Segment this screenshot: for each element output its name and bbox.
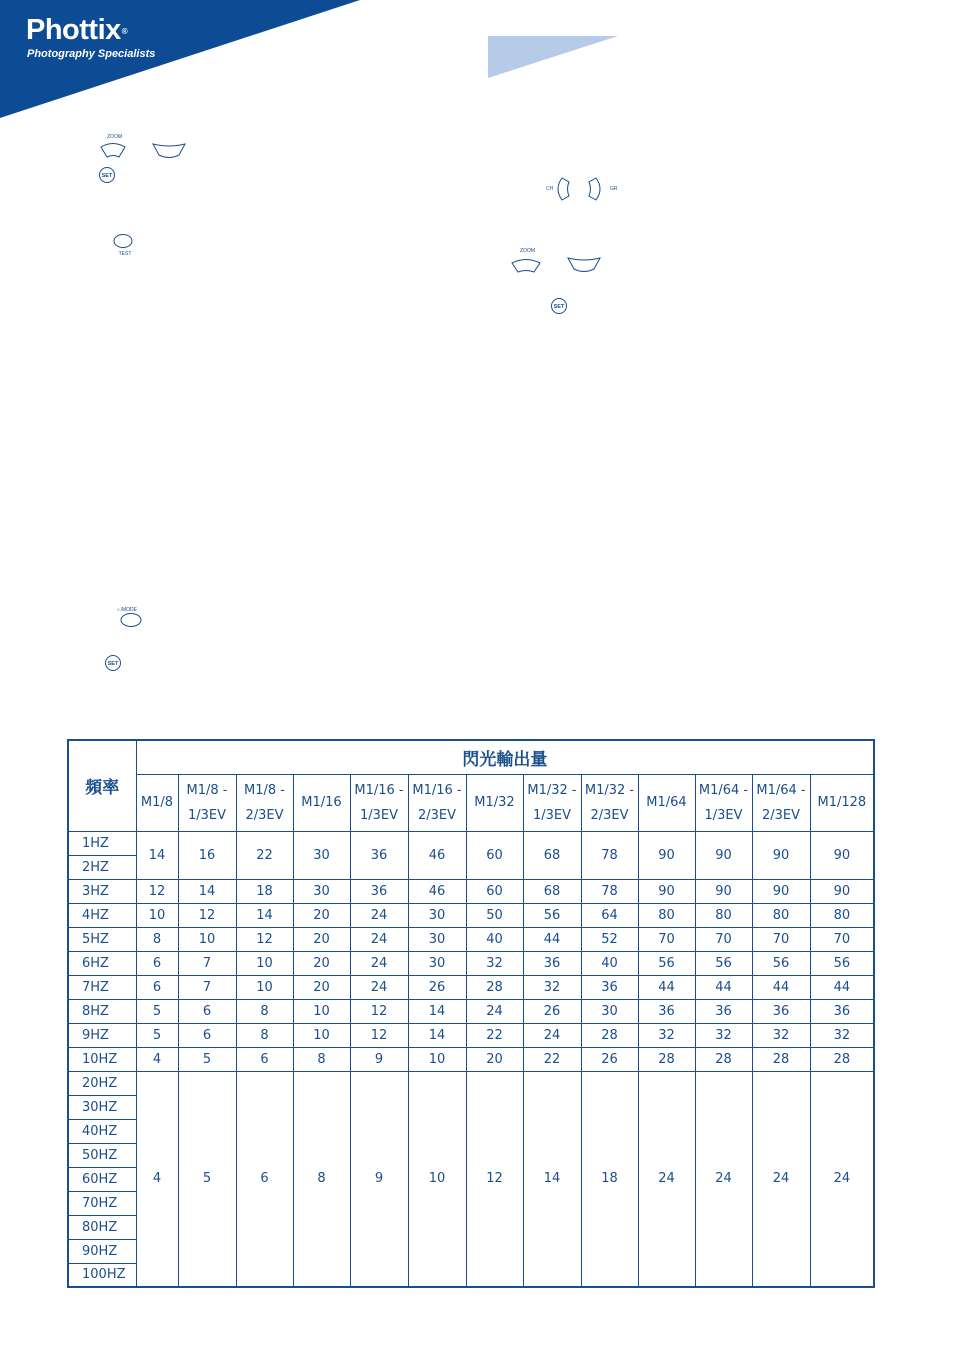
output-value-cell: 24: [350, 951, 408, 975]
table-row: [68, 903, 874, 927]
column-header: [178, 774, 236, 831]
output-value-cell: 14: [136, 831, 178, 879]
output-value-cell: 24: [638, 1071, 695, 1287]
test-button-icon[interactable]: [108, 232, 138, 258]
table-row: [68, 975, 874, 999]
output-value-cell: 6: [236, 1071, 293, 1287]
column-header: [752, 774, 810, 831]
column-header-line: M1/64: [646, 795, 687, 810]
column-header: [695, 774, 752, 831]
table-row: [68, 1071, 874, 1095]
column-header: [136, 774, 178, 831]
column-header-line: M1/16 -: [412, 782, 462, 798]
column-header-line: 1/3EV: [704, 807, 743, 823]
output-value-cell: 14: [178, 879, 236, 903]
output-value-cell: 68: [523, 831, 581, 879]
zoom-label: ZOOM: [520, 248, 535, 254]
output-value-cell: 78: [581, 879, 638, 903]
output-value-cell: 32: [752, 1023, 810, 1047]
zoom-right-icon: [568, 258, 600, 272]
output-value-cell: 36: [523, 951, 581, 975]
output-value-cell: 80: [638, 903, 695, 927]
column-header-line: M1/128: [817, 795, 867, 810]
column-header-line: M1/8 -: [244, 782, 285, 798]
zoom-left-icon: [101, 144, 125, 158]
output-value-cell: 8: [136, 927, 178, 951]
output-value-cell: 24: [695, 1071, 752, 1287]
output-value-cell: 20: [293, 927, 350, 951]
output-value-cell: 5: [178, 1047, 236, 1071]
output-value-cell: 7: [178, 951, 236, 975]
output-value-cell: 90: [695, 879, 752, 903]
output-value-cell: 24: [350, 927, 408, 951]
output-value-cell: 46: [408, 831, 466, 879]
output-value-cell: 26: [581, 1047, 638, 1071]
output-value-cell: 10: [136, 903, 178, 927]
output-value-cell: 10: [293, 1023, 350, 1047]
output-value-cell: 6: [178, 999, 236, 1023]
output-value-cell: 12: [236, 927, 293, 951]
frequency-cell: 8HZ: [68, 999, 136, 1023]
column-header-line: M1/64 -: [756, 782, 806, 798]
output-value-cell: 12: [136, 879, 178, 903]
frequency-cell: 70HZ: [68, 1191, 136, 1215]
frequency-cell: 3HZ: [68, 879, 136, 903]
output-value-cell: 10: [408, 1047, 466, 1071]
output-value-cell: 44: [638, 975, 695, 999]
table-row: [68, 927, 874, 951]
output-value-cell: 36: [581, 975, 638, 999]
frequency-cell: 10HZ: [68, 1047, 136, 1071]
output-value-cell: 44: [523, 927, 581, 951]
output-value-cell: 6: [136, 951, 178, 975]
output-value-cell: 28: [752, 1047, 810, 1071]
output-value-cell: 18: [236, 879, 293, 903]
column-header-line: 2/3EV: [245, 807, 284, 823]
output-value-cell: 90: [752, 831, 810, 879]
output-value-cell: 90: [752, 879, 810, 903]
column-header: [293, 774, 350, 831]
flash-output-table: [67, 739, 875, 1288]
output-value-cell: 30: [408, 927, 466, 951]
zoom-right-icon: [153, 144, 185, 158]
column-header-line: 1/3EV: [359, 807, 399, 823]
column-header-line: M1/32 -: [584, 782, 635, 798]
column-header-line: 1/3EV: [187, 807, 227, 823]
output-value-cell: 22: [466, 1023, 523, 1047]
output-value-cell: 14: [408, 999, 466, 1023]
output-value-cell: 9: [350, 1071, 408, 1287]
output-value-cell: 56: [523, 903, 581, 927]
frequency-cell: 9HZ: [68, 1023, 136, 1047]
frequency-cell: 4HZ: [68, 903, 136, 927]
output-value-cell: 32: [523, 975, 581, 999]
output-value-cell: 14: [523, 1071, 581, 1287]
zoom-left-icon: [512, 260, 540, 273]
output-value-cell: 44: [752, 975, 810, 999]
output-value-cell: 46: [408, 879, 466, 903]
output-value-cell: 28: [810, 1047, 874, 1071]
column-header-line: 2/3EV: [761, 807, 801, 823]
zoom-label: ZOOM: [107, 134, 122, 140]
output-value-cell: 28: [695, 1047, 752, 1071]
output-value-cell: 26: [523, 999, 581, 1023]
output-value-cell: 56: [810, 951, 874, 975]
frequency-cell: 100HZ: [68, 1263, 136, 1287]
frequency-cell: 5HZ: [68, 927, 136, 951]
output-value-cell: 24: [523, 1023, 581, 1047]
output-value-cell: 24: [466, 999, 523, 1023]
svg-text:SET: SET: [101, 173, 113, 179]
column-header-line: M1/16: [301, 795, 342, 810]
column-header-line: M1/8 -: [186, 782, 228, 798]
frequency-cell: 30HZ: [68, 1095, 136, 1119]
mode-button-icon[interactable]: [112, 603, 146, 629]
output-value-cell: 6: [236, 1047, 293, 1071]
output-value-cell: 28: [466, 975, 523, 999]
output-value-cell: 44: [810, 975, 874, 999]
frequency-cell: 50HZ: [68, 1143, 136, 1167]
output-value-cell: 16: [178, 831, 236, 879]
output-value-cell: 10: [236, 951, 293, 975]
output-value-cell: 70: [695, 927, 752, 951]
output-value-cell: 68: [523, 879, 581, 903]
brand-tagline: Photography Specialists: [27, 48, 156, 60]
output-value-cell: 90: [695, 831, 752, 879]
output-value-cell: 8: [293, 1071, 350, 1287]
gr-right-icon: [589, 178, 600, 200]
column-header: [523, 774, 581, 831]
gr-label: GR: [610, 186, 618, 192]
output-value-cell: 20: [293, 975, 350, 999]
output-value-cell: 12: [466, 1071, 523, 1287]
accent-wedge: [488, 36, 620, 80]
output-value-cell: 28: [638, 1047, 695, 1071]
output-value-cell: 5: [178, 1071, 236, 1287]
set-icon[interactable]: [104, 654, 122, 672]
column-header: [810, 774, 874, 831]
column-header-line: M1/64 -: [698, 782, 749, 798]
output-value-cell: 12: [350, 999, 408, 1023]
output-value-cell: 6: [178, 1023, 236, 1047]
frequency-header: 頻率: [68, 740, 136, 831]
output-value-cell: 70: [638, 927, 695, 951]
column-header: [466, 774, 523, 831]
brand-logo: [26, 14, 127, 46]
column-header-line: M1/32 -: [527, 782, 577, 798]
output-value-cell: 9: [350, 1047, 408, 1071]
output-value-cell: 14: [236, 903, 293, 927]
set-icon[interactable]: [550, 297, 568, 315]
output-value-cell: 30: [293, 831, 350, 879]
output-value-cell: 4: [136, 1071, 178, 1287]
output-value-cell: 56: [638, 951, 695, 975]
column-header: [581, 774, 638, 831]
column-header: [350, 774, 408, 831]
output-value-cell: 7: [178, 975, 236, 999]
output-value-cell: 20: [293, 903, 350, 927]
column-header: [236, 774, 293, 831]
output-value-cell: 26: [408, 975, 466, 999]
frequency-cell: 7HZ: [68, 975, 136, 999]
set-icon[interactable]: [98, 166, 116, 184]
svg-text:SET: SET: [553, 304, 565, 310]
column-header-line: M1/32: [474, 795, 515, 810]
output-value-cell: 8: [293, 1047, 350, 1071]
output-value-cell: 22: [236, 831, 293, 879]
column-header-line: M1/16 -: [354, 782, 404, 798]
zoom-button-pair[interactable]: [508, 244, 604, 274]
output-value-cell: 32: [466, 951, 523, 975]
output-value-cell: 20: [466, 1047, 523, 1071]
output-value-cell: 52: [581, 927, 638, 951]
table-row: [68, 999, 874, 1023]
output-value-cell: 10: [178, 927, 236, 951]
output-value-cell: 36: [695, 999, 752, 1023]
output-value-cell: 24: [350, 975, 408, 999]
frequency-cell: 60HZ: [68, 1167, 136, 1191]
output-value-cell: 80: [695, 903, 752, 927]
column-header: [638, 774, 695, 831]
output-value-cell: 60: [466, 879, 523, 903]
frequency-cell: 90HZ: [68, 1239, 136, 1263]
frequency-cell: 40HZ: [68, 1119, 136, 1143]
table-row: [68, 951, 874, 975]
table-row: [68, 1047, 874, 1071]
output-value-cell: 32: [695, 1023, 752, 1047]
output-value-cell: 40: [581, 951, 638, 975]
output-value-cell: 90: [638, 879, 695, 903]
output-value-cell: 5: [136, 1023, 178, 1047]
ch-label: CH: [546, 186, 554, 192]
output-value-cell: 36: [350, 879, 408, 903]
output-value-cell: 90: [810, 879, 874, 903]
output-value-cell: 20: [293, 951, 350, 975]
output-value-cell: 70: [810, 927, 874, 951]
output-value-cell: 36: [752, 999, 810, 1023]
output-value-cell: 4: [136, 1047, 178, 1071]
output-value-cell: 30: [408, 903, 466, 927]
registered-mark: ®: [121, 27, 128, 36]
output-value-cell: 36: [810, 999, 874, 1023]
output-value-cell: 90: [638, 831, 695, 879]
output-value-cell: 56: [695, 951, 752, 975]
output-value-cell: 22: [523, 1047, 581, 1071]
output-value-cell: 18: [581, 1071, 638, 1287]
output-value-cell: 60: [466, 831, 523, 879]
brand-name: Phottix: [26, 14, 121, 46]
output-value-cell: 8: [236, 1023, 293, 1047]
output-value-cell: 32: [638, 1023, 695, 1047]
flash-output-header: 閃光輸出量: [136, 740, 874, 774]
frequency-cell: 80HZ: [68, 1215, 136, 1239]
output-value-cell: 14: [408, 1023, 466, 1047]
ch-left-icon: [558, 178, 569, 200]
table-row: [68, 1023, 874, 1047]
column-header: [408, 774, 466, 831]
output-value-cell: 12: [350, 1023, 408, 1047]
output-value-cell: 90: [810, 831, 874, 879]
output-value-cell: 5: [136, 999, 178, 1023]
mode-label: ☼/MODE: [116, 607, 137, 613]
output-value-cell: 24: [752, 1071, 810, 1287]
table-row: [68, 831, 874, 855]
output-value-cell: 44: [695, 975, 752, 999]
table-body: [68, 831, 874, 1287]
test-label: TEST: [118, 251, 132, 257]
output-value-cell: 28: [581, 1023, 638, 1047]
zoom-button-pair[interactable]: [95, 130, 191, 160]
output-value-cell: 30: [581, 999, 638, 1023]
output-value-cell: 30: [408, 951, 466, 975]
svg-text:SET: SET: [107, 661, 119, 667]
output-value-cell: 24: [810, 1071, 874, 1287]
output-value-cell: 10: [293, 999, 350, 1023]
output-value-cell: 80: [752, 903, 810, 927]
output-value-cell: 56: [752, 951, 810, 975]
output-value-cell: 6: [136, 975, 178, 999]
column-header-line: 2/3EV: [590, 807, 629, 823]
output-value-cell: 10: [236, 975, 293, 999]
output-value-cell: 32: [810, 1023, 874, 1047]
output-value-cell: 12: [178, 903, 236, 927]
frequency-cell: 6HZ: [68, 951, 136, 975]
output-value-cell: 36: [638, 999, 695, 1023]
table-row: [68, 879, 874, 903]
output-value-cell: 36: [350, 831, 408, 879]
output-value-cell: 70: [752, 927, 810, 951]
column-header-line: 2/3EV: [417, 807, 457, 823]
column-header-line: 1/3EV: [532, 807, 572, 823]
output-value-cell: 10: [408, 1071, 466, 1287]
output-value-cell: 50: [466, 903, 523, 927]
table-header: [68, 740, 874, 831]
output-value-cell: 40: [466, 927, 523, 951]
output-value-cell: 24: [350, 903, 408, 927]
output-value-cell: 8: [236, 999, 293, 1023]
frequency-cell: 20HZ: [68, 1071, 136, 1095]
output-value-cell: 78: [581, 831, 638, 879]
frequency-cell: 2HZ: [68, 855, 136, 879]
output-value-cell: 64: [581, 903, 638, 927]
channel-group-button-pair[interactable]: [544, 176, 624, 202]
frequency-cell: 1HZ: [68, 831, 136, 855]
output-value-cell: 30: [293, 879, 350, 903]
output-value-cell: 80: [810, 903, 874, 927]
column-header-line: M1/8: [140, 795, 174, 810]
